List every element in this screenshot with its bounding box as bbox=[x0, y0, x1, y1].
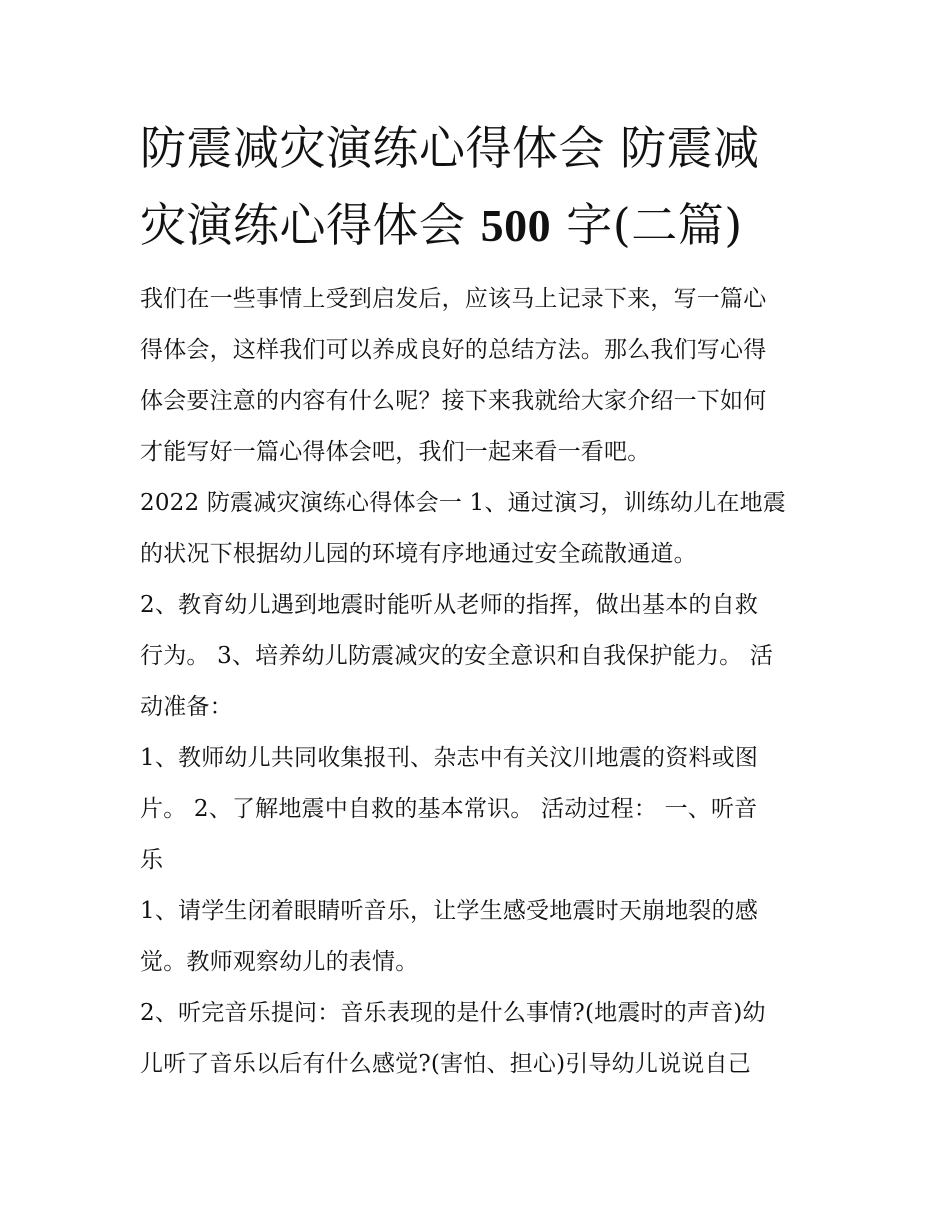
paragraph-process-1: 1、请学生闭着眼睛听音乐，让学生感受地震时天崩地裂的感 觉。教师观察幼儿的表情。 bbox=[140, 898, 759, 975]
paragraph-objective-2-3: 2、教育幼儿遇到地震时能听从老师的指挥，做出基本的自救 行为。 3、培养幼儿防震减灾的安全意识和自我保护能力。 活 动准备： bbox=[140, 592, 774, 720]
document-page bbox=[140, 110, 820, 1090]
paragraph-objective-1: 2022 防震减灾演练心得体会一 1、通过演习，训练幼儿在地震 的状况下根据幼儿园的环境有序地通过安全疏散通道。 bbox=[140, 490, 786, 567]
paragraph-preparation: 1、教师幼儿共同收集报刊、杂志中有关汶川地震的资料或图 片。 2、了解地震中自救的基本常识。 活动过程： 一、听音 乐 bbox=[140, 745, 759, 873]
title-number: 500 bbox=[480, 200, 552, 251]
paragraph-process-2: 2、听完音乐提问：音乐表现的是什么事情?(地震时的声音)幼 儿听了音乐以后有什么感觉?(害怕、担心)引导幼儿说说自己 bbox=[140, 1000, 766, 1077]
title-text-part2: 字(二篇) bbox=[566, 198, 743, 252]
document-title bbox=[140, 110, 820, 264]
title-text-part1: 防震减灾演练心得体会 防震减 灾演练心得体会 bbox=[140, 121, 760, 252]
intro-paragraph: 我们在一些事情上受到启发后，应该马上记录下来，写一篇心 得体会，这样我们可以养成良好的总结方法。那么我们写心得 体会要注意的内容有什么呢？接下来我就给大家介绍一下如何 才能写好一篇心得体会吧，我们一起来看一看吧。 bbox=[140, 286, 767, 465]
